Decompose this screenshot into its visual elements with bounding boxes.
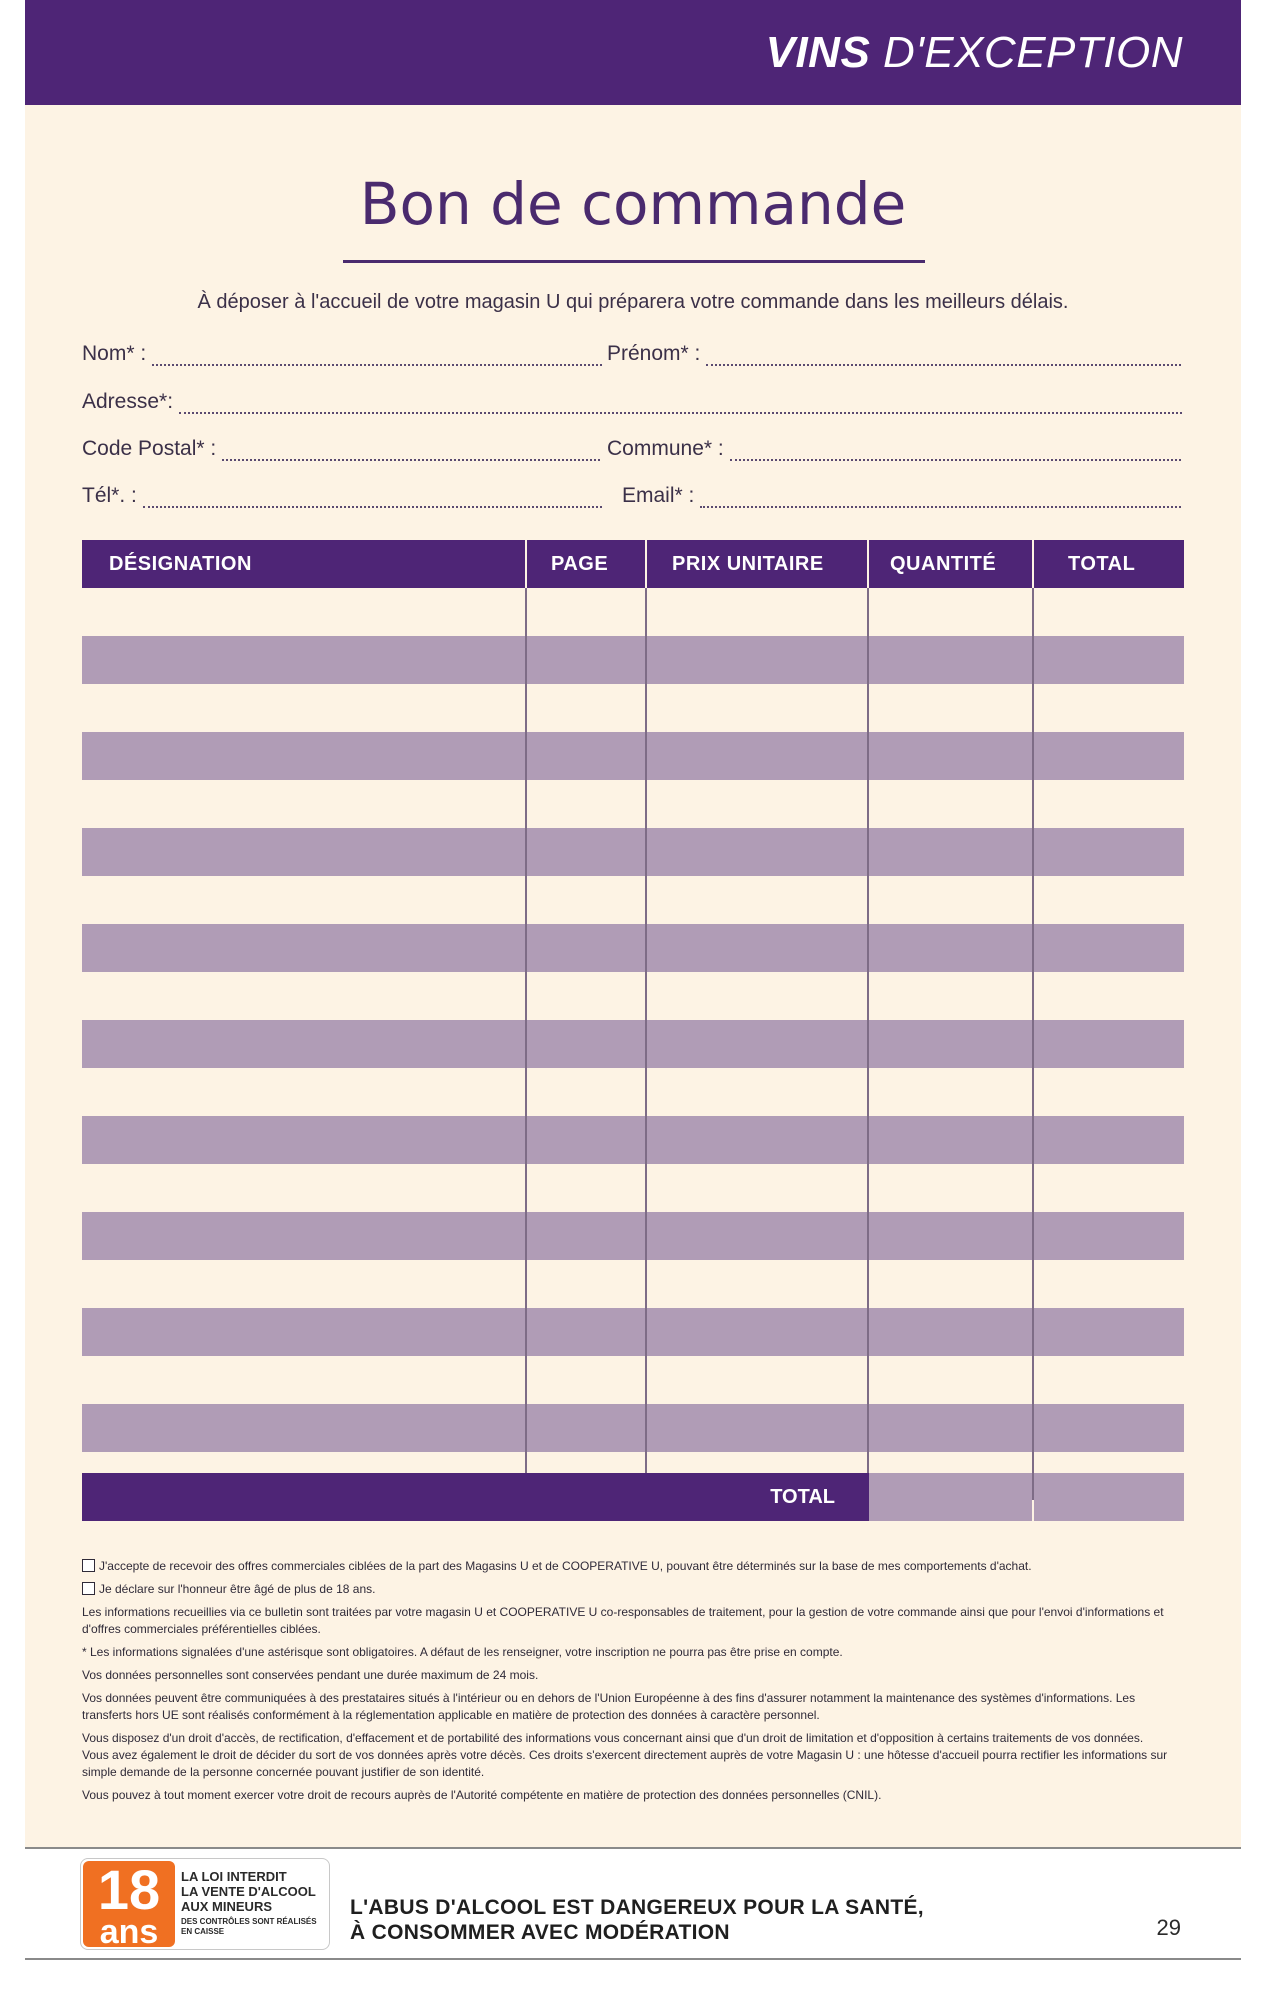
table-row[interactable] <box>82 1356 1184 1404</box>
table-row[interactable] <box>82 1068 1184 1116</box>
table-row[interactable] <box>82 684 1184 732</box>
table-row[interactable] <box>82 1308 1184 1356</box>
adresse-label: Adresse*: <box>82 390 174 413</box>
badge-line: LA LOI INTERDIT <box>181 1869 287 1884</box>
total-quantity-cell[interactable] <box>869 1473 1032 1521</box>
nom-label: Nom* : <box>82 342 147 365</box>
legal-paragraph: Vos données peuvent être communiquées à des prestataires situés à l'intérieur ou en dehors de l'Union Européenne à des fins d'assurer notamment la maintenance des systèmes d'informations. Les transferts hors UE sont réalisés conformément à la réglementation applicable en matière de protection des données à caractère personnel. <box>82 1691 1136 1722</box>
page-title: Bon de commande <box>359 170 907 238</box>
email-field[interactable] <box>622 484 1181 508</box>
badge-line: LA VENTE D'ALCOOL <box>181 1884 316 1899</box>
badge-line: AUX MINEURS <box>181 1899 273 1914</box>
adresse-field[interactable] <box>82 390 1182 414</box>
email-label: Email* : <box>622 484 695 507</box>
table-row[interactable] <box>82 780 1184 828</box>
legal-paragraph: Les informations recueillies via ce bulletin sont traitées par votre magasin U et COOPERATIVE U co-responsables de traitement, pour la gestion de votre commande ainsi que pour l'envoi d'informations et d'offres commerciales préférentielles ciblées. <box>82 1605 1164 1636</box>
header-title-bold: VINS <box>765 28 871 77</box>
nom-field[interactable] <box>82 342 602 366</box>
legal-paragraph: * Les informations signalées d'une astérisque sont obligatoires. A défaut de les renseigner, votre inscription ne pourra pas être prise en compte. <box>82 1645 843 1659</box>
health-warning-line: À CONSOMMER AVEC MODÉRATION <box>350 1921 730 1944</box>
legal-paragraph: Vous disposez d'un droit d'accès, de rectification, d'effacement et de portabilité des informations vous concernant ainsi que d'un droit de limitation et d'opposition à certains traitements de vos données. Vous avez également le droit de décider du sort de vos données après votre décès. Ces droits s'exercent directement auprès de votre Magasin U : une hôtesse d'accueil pourra rectifier les informations sur simple demande de la personne concernée pouvant justifier de son identité. <box>82 1731 1168 1779</box>
consent-offers-text: J'accepte de recevoir des offres commerciales ciblées de la part des Magasins U et de COOPERATIVE U, pouvant être déterminés sur la base de mes comportements d'achat. <box>99 1559 1032 1573</box>
offers-checkbox[interactable] <box>82 1559 95 1572</box>
column-divider <box>645 588 647 1500</box>
table-row[interactable] <box>82 732 1184 780</box>
table-row[interactable] <box>82 1404 1184 1452</box>
column-header-quantite: QUANTITÉ <box>890 553 997 575</box>
footer-divider <box>25 1847 1241 1849</box>
health-warning <box>350 1895 924 1945</box>
email-line[interactable] <box>700 494 1181 508</box>
legal-notice <box>82 1558 1172 1810</box>
table-row[interactable] <box>82 1116 1184 1164</box>
consent-age-text: Je déclare sur l'honneur être âgé de plus de 18 ans. <box>99 1582 376 1596</box>
health-warning-line: L'ABUS D'ALCOOL EST DANGEREUX POUR LA SANTÉ, <box>350 1896 924 1919</box>
badge-unit: ans <box>99 1913 159 1951</box>
prenom-line[interactable] <box>706 352 1181 366</box>
code-postal-field[interactable] <box>82 437 600 461</box>
prenom-label: Prénom* : <box>607 342 701 365</box>
tel-label: Tél*. : <box>82 484 137 507</box>
consent-offers <box>82 1558 1172 1575</box>
header-separator <box>525 540 527 588</box>
badge-small-text: DES CONTRÔLES SONT RÉALISÉS EN CAISSE <box>181 1917 317 1936</box>
code-postal-label: Code Postal* : <box>82 437 217 460</box>
total-amount-cell[interactable] <box>1034 1473 1184 1521</box>
column-header-page: PAGE <box>551 553 609 575</box>
header-band <box>25 0 1241 105</box>
badge-number: 18 <box>97 1858 161 1921</box>
tel-line[interactable] <box>143 494 602 508</box>
header-title-light: D'EXCEPTION <box>883 28 1183 77</box>
nom-line[interactable] <box>152 352 602 366</box>
column-divider <box>525 588 527 1500</box>
consent-age <box>82 1581 1172 1598</box>
header-separator <box>1032 540 1034 588</box>
table-row[interactable] <box>82 636 1184 684</box>
page-number: 29 <box>1156 1915 1181 1940</box>
table-row[interactable] <box>82 1164 1184 1212</box>
header-separator <box>867 540 869 588</box>
table-row[interactable] <box>82 1020 1184 1068</box>
adresse-line[interactable] <box>179 400 1182 414</box>
prenom-field[interactable] <box>607 342 1181 366</box>
total-bar <box>82 1473 869 1521</box>
table-row[interactable] <box>82 588 1184 636</box>
age-18-icon <box>83 1858 175 1951</box>
table-row[interactable] <box>82 876 1184 924</box>
column-header-prix-unitaire: PRIX UNITAIRE <box>672 553 824 575</box>
table-row[interactable] <box>82 972 1184 1020</box>
column-header-total: TOTAL <box>1068 553 1136 575</box>
total-label: TOTAL <box>770 1486 835 1508</box>
form-subtitle: À déposer à l'accueil de votre magasin U qui préparera votre commande dans les meilleurs délais. <box>197 291 1069 313</box>
commune-line[interactable] <box>730 447 1181 461</box>
column-divider <box>867 588 869 1500</box>
commune-field[interactable] <box>607 437 1181 461</box>
table-row[interactable] <box>82 1212 1184 1260</box>
code-postal-line[interactable] <box>222 447 600 461</box>
table-row[interactable] <box>82 1260 1184 1308</box>
badge-text <box>181 1869 327 1937</box>
legal-paragraph: Vous pouvez à tout moment exercer votre droit de recours auprès de l'Autorité compétente en matière de protection des données personnelles (CNIL). <box>82 1788 882 1802</box>
title-underline <box>343 260 925 263</box>
column-divider <box>1032 588 1034 1500</box>
table-header <box>82 540 1184 588</box>
age-restriction-badge <box>80 1858 330 1950</box>
header-separator <box>645 540 647 588</box>
age-checkbox[interactable] <box>82 1582 95 1595</box>
column-header-designation: DÉSIGNATION <box>109 553 252 575</box>
legal-paragraph: Vos données personnelles sont conservées pendant une durée maximum de 24 mois. <box>82 1668 539 1682</box>
table-row[interactable] <box>82 828 1184 876</box>
header-title <box>766 28 1183 78</box>
page <box>25 0 1241 2000</box>
commune-label: Commune* : <box>607 437 724 460</box>
tel-field[interactable] <box>82 484 602 508</box>
footer-divider <box>25 1958 1241 1960</box>
table-row[interactable] <box>82 924 1184 972</box>
